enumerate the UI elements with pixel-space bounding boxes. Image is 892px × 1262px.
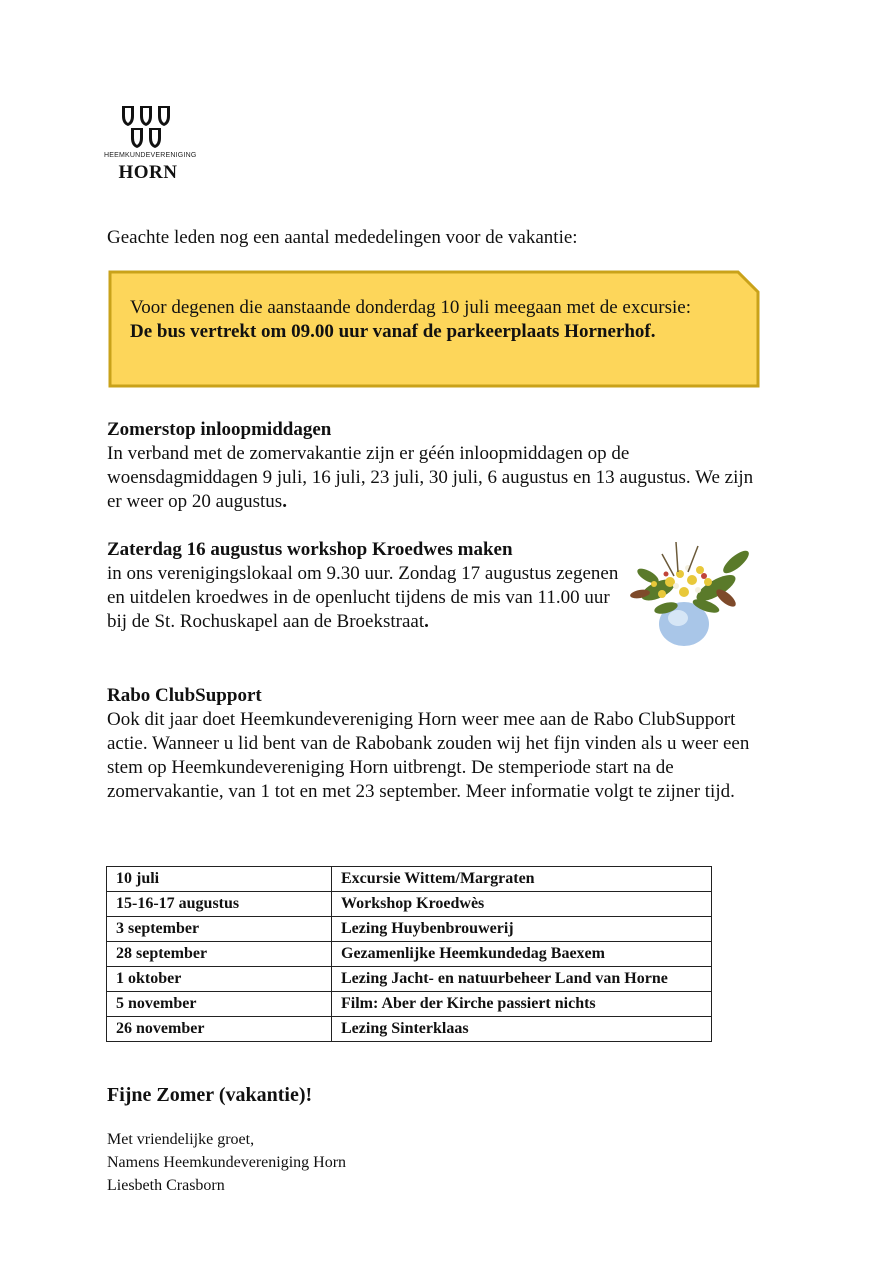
event-date: 15-16-17 augustus: [107, 892, 332, 917]
section-heading: Rabo ClubSupport: [107, 685, 262, 706]
event-date: 3 september: [107, 917, 332, 942]
signature-name: Liesbeth Crasborn: [107, 1177, 225, 1194]
section-heading: Zomerstop inloopmiddagen: [107, 419, 332, 440]
signature-on-behalf: Namens Heemkundevereniging Horn: [107, 1154, 347, 1171]
event-date: 28 september: [107, 942, 332, 967]
logo-subtitle: HEEMKUNDEVERENIGING: [104, 152, 197, 159]
logo-name: HORN: [118, 162, 178, 183]
bouquet-icon: [618, 532, 764, 648]
notice-line-1: Voor degenen die aanstaande donderdag 10 juli meegaan met de excursie:: [130, 297, 691, 318]
club-logo: [104, 104, 196, 184]
section-body: In verband met de zomervakantie zijn er géén inloopmiddagen op de woensdagmiddagen 9 juli, 16 juli, 23 juli, 30 juli, 6 augustus en 13 augustus. We zijn er weer op 20 augustus.: [107, 443, 754, 512]
event-title: Lezing Huybenbrouwerij: [332, 917, 712, 942]
events-table: [106, 866, 712, 1042]
section-body: in ons verenigingslokaal om 9.30 uur. Zondag 17 augustus zegenen en uitdelen kroedwes in de openlucht tijdens de mis van 11.00 uur bij de St. Rochuskapel aan de Broekstraat.: [107, 563, 619, 632]
intro-text: Geachte leden nog een aantal mededelingen voor de vakantie:: [107, 227, 578, 248]
section-rabo-clubsupport: [107, 684, 757, 804]
kroedwes-bouquet-image: [618, 532, 764, 648]
table-row: [107, 967, 712, 992]
table-row: [107, 1017, 712, 1042]
table-row: [107, 867, 712, 892]
logo-emblem-icon: [104, 104, 192, 152]
event-title: Lezing Jacht- en natuurbeheer Land van Horne: [332, 967, 712, 992]
table-row: [107, 892, 712, 917]
signature-greeting: Met vriendelijke groet,: [107, 1131, 255, 1148]
notice-box: [108, 270, 760, 388]
table-row: [107, 992, 712, 1017]
event-title: Film: Aber der Kirche passiert nichts: [332, 992, 712, 1017]
event-title: Lezing Sinterklaas: [332, 1017, 712, 1042]
event-date: 1 oktober: [107, 967, 332, 992]
closing-line: Fijne Zomer (vakantie)!: [107, 1084, 313, 1106]
notice-line-2: De bus vertrekt om 09.00 uur vanaf de parkeerplaats Hornerhof.: [130, 321, 656, 342]
event-date: 10 juli: [107, 867, 332, 892]
section-heading: Zaterdag 16 augustus workshop Kroedwes maken: [107, 539, 513, 560]
table-row: [107, 942, 712, 967]
signature-block: [107, 1128, 346, 1197]
event-title: Excursie Wittem/Margraten: [332, 867, 712, 892]
event-date: 26 november: [107, 1017, 332, 1042]
section-zomerstop: [107, 418, 767, 514]
section-kroedwes: [107, 538, 627, 634]
event-date: 5 november: [107, 992, 332, 1017]
notice-text: [130, 296, 730, 344]
table-row: [107, 917, 712, 942]
section-body: Ook dit jaar doet Heemkundevereniging Horn weer mee aan de Rabo ClubSupport actie. Wanneer u lid bent van de Rabobank zouden wij het fijn vinden als u weer een stem op Heemkundevereniging Horn uitbrengt. De stemperiode start na de zomervakantie, van 1 tot en met 23 september. Meer informatie volgt te zijner tijd.: [107, 709, 750, 802]
event-title: Workshop Kroedwès: [332, 892, 712, 917]
event-title: Gezamenlijke Heemkundedag Baexem: [332, 942, 712, 967]
